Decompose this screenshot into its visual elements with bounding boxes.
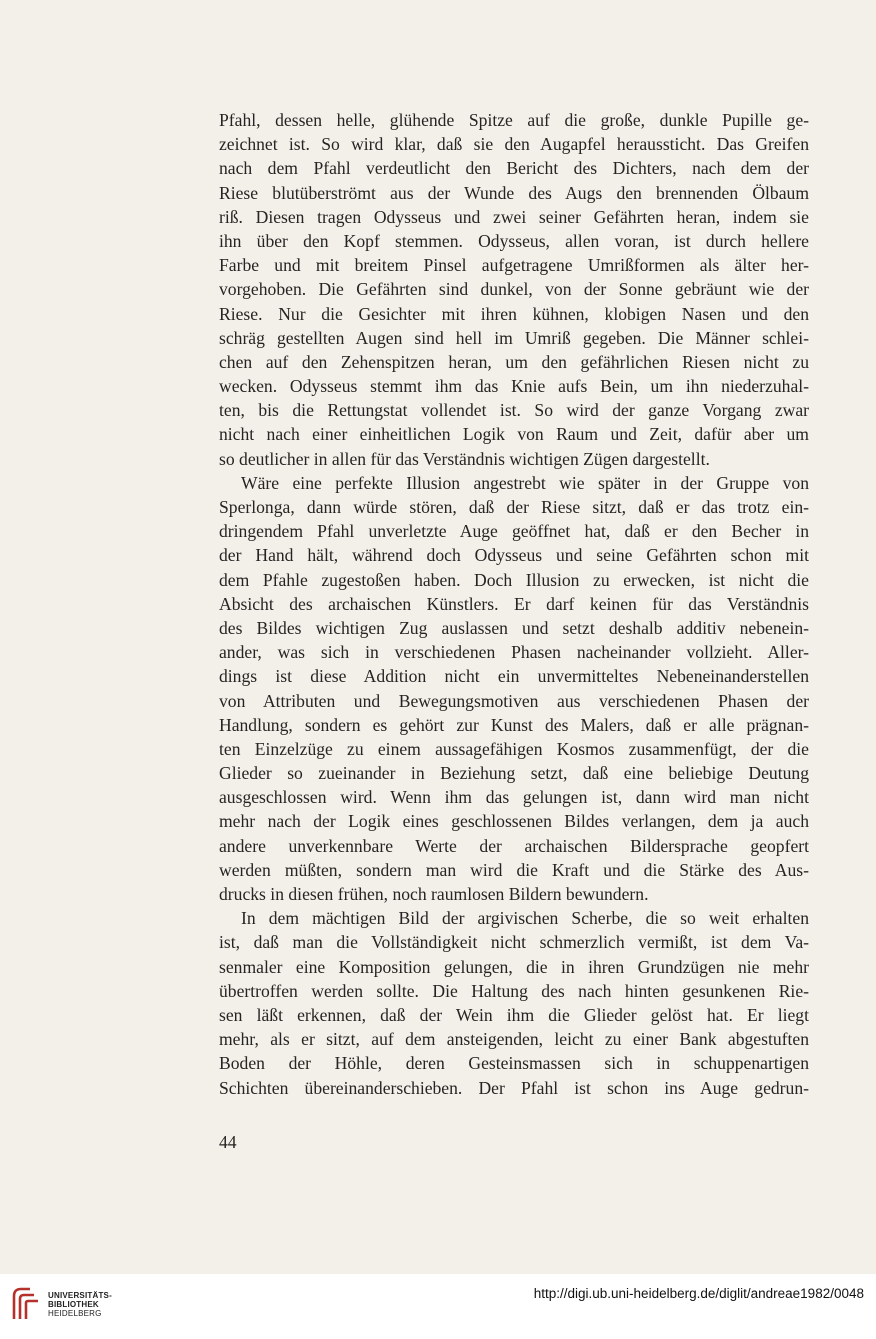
text-line: zeichnet ist. So wird klar, daß sie den Augapfel heraussticht. Das Greifen — [219, 134, 809, 155]
footer-bar — [0, 1274, 876, 1339]
library-logo-icon[interactable] — [10, 1286, 40, 1320]
text-line: ausgeschlossen wird. Wenn ihm das gelungen ist, dann wird man nicht — [219, 787, 809, 808]
text-line: nicht nach einer einheitlichen Logik von Raum und Zeit, dafür aber um — [219, 424, 809, 445]
text-line: senmaler eine Komposition gelungen, die in ihren Grundzügen nie mehr — [219, 956, 809, 977]
text-line: von Attributen und Bewegungsmotiven aus verschiedenen Phasen der — [219, 690, 809, 711]
library-name-line-1: UNIVERSITÄTS- — [48, 1291, 112, 1300]
source-url-link[interactable]: http://digi.ub.uni-heidelberg.de/diglit/andreae1982/0048 — [533, 1286, 864, 1301]
text-line: ander, was sich in verschiedenen Phasen nacheinander vollzieht. Aller- — [219, 642, 809, 663]
text-line: Wäre eine perfekte Illusion angestrebt wie später in der Gruppe von — [241, 472, 809, 493]
text-line: Schichten übereinanderschieben. Der Pfahl ist schon ins Auge gedrun- — [219, 1077, 809, 1098]
text-line: dem Pfahle zugestoßen haben. Doch Illusion zu erwecken, ist nicht die — [219, 569, 809, 590]
text-line: Riese blutüberströmt aus der Wunde des Augs den brennenden Ölbaum — [219, 182, 809, 203]
text-line: ist, daß man die Vollständigkeit nicht schmerzlich vermißt, ist dem Va- — [219, 932, 809, 953]
text-line: andere unverkennbare Werte der archaischen Bildersprache geopfert — [219, 835, 809, 856]
text-line: Sperlonga, dann würde stören, daß der Riese sitzt, daß er das trotz ein- — [219, 497, 809, 517]
text-line: ten, bis die Rettungstat vollendet ist. So wird der ganze Vorgang zwar — [219, 400, 809, 421]
library-name-line-2: BIBLIOTHEK — [48, 1300, 99, 1309]
text-line: so deutlicher in allen für das Verständnis wichtigen Zügen dargestellt. — [219, 448, 710, 469]
text-line: vorgehoben. Die Gefährten sind dunkel, von der Sonne gebräunt wie der — [219, 279, 809, 300]
text-line: des Bildes wichtigen Zug auslassen und setzt deshalb additiv nebenein- — [219, 617, 809, 638]
text-line: mehr, als er sitzt, auf dem ansteigenden, leicht zu einer Bank abgestuften — [219, 1029, 809, 1050]
text-line: mehr nach der Logik eines geschlossenen Bildes verlangen, dem ja auch — [219, 811, 809, 832]
text-line: werden müßten, sondern man wird die Kraft und die Stärke des Aus- — [219, 859, 809, 880]
text-line: wecken. Odysseus stemmt ihm das Knie aufs Bein, um ihn niederzuhal- — [219, 376, 809, 397]
text-line: In dem mächtigen Bild der argivischen Scherbe, die so weit erhalten — [241, 908, 809, 929]
text-line: Farbe und mit breitem Pinsel aufgetragene Umrißformen als älter her- — [219, 255, 809, 276]
text-line: übertroffen werden sollte. Die Haltung des nach hinten gesunkenen Rie- — [219, 980, 809, 1001]
library-name[interactable] — [48, 1291, 112, 1318]
page-number: 44 — [219, 1132, 237, 1152]
text-line: Pfahl, dessen helle, glühende Spitze auf die große, dunkle Pupille ge- — [219, 110, 809, 130]
text-line: dings ist diese Addition nicht ein unvermitteltes Nebeneinanderstellen — [219, 666, 809, 687]
text-line: Riese. Nur die Gesichter mit ihren kühnen, klobigen Nasen und den — [219, 303, 809, 324]
text-line: Handlung, sondern es gehört zur Kunst des Malers, daß er alle prägnan- — [219, 714, 809, 735]
text-line: schräg gestellten Augen sind hell im Umriß gegeben. Die Männer schlei- — [219, 327, 809, 348]
text-line: Glieder so zueinander in Beziehung setzt, daß eine beliebige Deutung — [219, 763, 809, 784]
text-line: ihn über den Kopf stemmen. Odysseus, allen voran, ist durch hellere — [219, 230, 809, 251]
text-line: drucks in diesen frühen, noch raumlosen Bildern bewundern. — [219, 884, 649, 904]
text-line: riß. Diesen tragen Odysseus und zwei seiner Gefährten heran, indem sie — [219, 206, 809, 227]
text-line: Absicht des archaischen Künstlers. Er darf keinen für das Verständnis — [219, 593, 809, 614]
text-line: der Hand hält, während doch Odysseus und seine Gefährten schon mit — [219, 545, 809, 566]
text-line: chen auf den Zehenspitzen heran, um den gefährlichen Riesen nicht zu — [219, 351, 809, 372]
text-line: dringendem Pfahl unverletzte Auge geöffnet hat, daß er den Becher in — [219, 521, 809, 542]
text-line: sen läßt erkennen, daß der Wein ihm die Glieder gelöst hat. Er liegt — [219, 1004, 809, 1025]
text-line: Boden der Höhle, deren Gesteinsmassen sich in schuppenartigen — [219, 1053, 809, 1074]
text-line: ten Einzelzüge zu einem aussagefähigen Kosmos zusammenfügt, der die — [219, 738, 809, 759]
text-line: nach dem Pfahl verdeutlicht den Bericht des Dichters, nach dem der — [219, 158, 809, 179]
library-name-line-3: HEIDELBERG — [48, 1309, 102, 1318]
body-text — [219, 108, 809, 1100]
